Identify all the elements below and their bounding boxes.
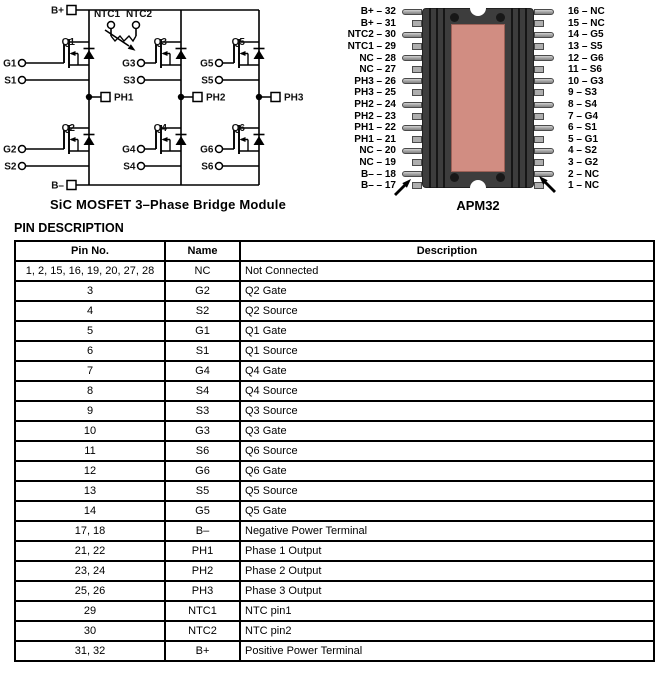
pin-lead [402, 32, 422, 38]
pin-label: PH1 – 21 [354, 133, 396, 145]
pin-label: B– – 17 [360, 180, 396, 192]
pin-no-cell: 23, 24 [15, 561, 165, 581]
pin-label: 2 – NC [568, 168, 600, 180]
pin-lead [402, 148, 422, 154]
label-q1: Q1 [61, 37, 75, 48]
label-g3: G3 [122, 58, 136, 70]
pin-lead-wrap [396, 20, 422, 27]
pin-lead [534, 102, 554, 108]
desc-cell: Positive Power Terminal [240, 641, 654, 661]
pin-lead-wrap [534, 9, 558, 15]
pin-no-cell: 31, 32 [15, 641, 165, 661]
pin-lead [534, 55, 554, 61]
label-s2: S2 [4, 161, 17, 173]
pin-label: 13 – S5 [568, 41, 603, 53]
label-ph1: PH1 [114, 92, 134, 104]
table-row [15, 261, 654, 281]
bridge-schematic [2, 0, 334, 196]
name-cell: S5 [165, 481, 240, 501]
name-cell: G5 [165, 501, 240, 521]
table-row [15, 381, 654, 401]
table-row [15, 501, 654, 521]
table-row [15, 361, 654, 381]
label-s4: S4 [123, 161, 136, 173]
pin-no-cell: 12 [15, 461, 165, 481]
pin-row [534, 29, 666, 41]
pin-label: NC – 28 [359, 52, 396, 64]
pin-label: NC – 19 [359, 157, 396, 169]
pin-no-cell: 25, 26 [15, 581, 165, 601]
pin-lead [534, 78, 554, 84]
pin-label: NC – 20 [359, 145, 396, 157]
name-cell: NTC2 [165, 621, 240, 641]
desc-cell: NTC pin2 [240, 621, 654, 641]
table-row [15, 401, 654, 421]
package-hole [450, 173, 459, 182]
name-cell: S2 [165, 301, 240, 321]
pin-no-cell: 7 [15, 361, 165, 381]
table-row [15, 641, 654, 661]
pin-label: 10 – G3 [568, 75, 604, 87]
desc-cell: Q4 Source [240, 381, 654, 401]
desc-cell: Q2 Gate [240, 281, 654, 301]
pin-row [534, 6, 666, 18]
pin-label: 9 – S3 [568, 87, 597, 99]
table-row [15, 621, 654, 641]
pin-lead-wrap [396, 43, 422, 50]
pin-row [534, 110, 666, 122]
desc-cell: Q5 Gate [240, 501, 654, 521]
pin-label: PH3 – 25 [354, 87, 396, 99]
package-notch-top [470, 0, 486, 16]
header-name: Name [165, 241, 240, 261]
pin-lead-wrap [534, 55, 558, 61]
table-row [15, 541, 654, 561]
pin-no-cell: 21, 22 [15, 541, 165, 561]
table-row [15, 281, 654, 301]
pin-row [534, 87, 666, 99]
label-q6: Q6 [231, 123, 245, 134]
pin-lead-wrap [396, 125, 422, 131]
phase-junction-dots [86, 94, 262, 100]
ntc-thermistor [105, 30, 136, 51]
pin-row [338, 18, 422, 30]
pin-label: 11 – S6 [568, 64, 602, 76]
pin-label: NTC2 – 30 [347, 29, 396, 41]
pin-no-cell: 5 [15, 321, 165, 341]
pin-lead-wrap [396, 113, 422, 120]
pin-lead [412, 20, 422, 27]
pin-label: PH3 – 26 [354, 75, 396, 87]
name-cell: NTC1 [165, 601, 240, 621]
pin-lead [412, 159, 422, 166]
bridge-schematic-figure [2, 0, 334, 214]
package-figure [338, 4, 666, 218]
circuit-caption: SiC MOSFET 3–Phase Bridge Module [49, 197, 287, 212]
pin-lead-wrap [396, 89, 422, 96]
package-hole [450, 13, 459, 22]
pin-label: PH2 – 23 [354, 110, 396, 122]
header-pin-no: Pin No. [15, 241, 165, 261]
table-header-row [15, 241, 654, 261]
circuit-terminals [19, 6, 281, 190]
pin-lead-wrap [534, 113, 558, 120]
pin-label: 4 – S2 [568, 145, 597, 157]
label-g6: G6 [200, 144, 214, 156]
label-s6: S6 [201, 161, 214, 173]
pin-no-cell: 30 [15, 621, 165, 641]
pin-lead [534, 159, 544, 166]
desc-cell: Q6 Gate [240, 461, 654, 481]
pin-lead-wrap [396, 55, 422, 61]
name-cell: PH3 [165, 581, 240, 601]
pin-label: 1 – NC [568, 180, 600, 192]
pin-lead-wrap [396, 9, 422, 15]
pin-row [338, 76, 422, 88]
desc-cell: Q2 Source [240, 301, 654, 321]
name-cell: B+ [165, 641, 240, 661]
pin-lead [534, 89, 544, 96]
pin-label: NC – 27 [359, 64, 396, 76]
pin-lead-wrap [534, 89, 558, 96]
pin-label: NTC1 – 29 [347, 41, 396, 53]
pin-lead-wrap [534, 102, 558, 108]
pin-row [338, 87, 422, 99]
pin-no-cell: 29 [15, 601, 165, 621]
pin-label: 14 – G5 [568, 29, 604, 41]
desc-cell: Q5 Source [240, 481, 654, 501]
name-cell: NC [165, 261, 240, 281]
label-q2: Q2 [61, 123, 75, 134]
pin-lead-wrap [396, 32, 422, 38]
name-cell: S6 [165, 441, 240, 461]
desc-cell: Q4 Gate [240, 361, 654, 381]
desc-cell: Negative Power Terminal [240, 521, 654, 541]
pin-lead-wrap [396, 66, 422, 73]
table-row [15, 481, 654, 501]
table-row [15, 561, 654, 581]
pin-row [534, 145, 666, 157]
name-cell: B– [165, 521, 240, 541]
pin-no-cell: 14 [15, 501, 165, 521]
label-q5: Q5 [231, 37, 245, 48]
pin1-indicator-arrow-left [392, 176, 414, 198]
pin-label: B+ – 31 [360, 17, 396, 29]
label-ntc1: NTC1 [93, 9, 121, 20]
pin-lead [412, 43, 422, 50]
pin-lead [402, 9, 422, 15]
desc-cell: Q1 Gate [240, 321, 654, 341]
pin-label: 6 – S1 [568, 122, 597, 134]
pin-row [338, 110, 422, 122]
header-description: Description [240, 241, 654, 261]
pin-row [534, 134, 666, 146]
pin-lead [412, 66, 422, 73]
label-q4: Q4 [153, 123, 167, 134]
pin-label: 16 – NC [568, 6, 605, 18]
package-notch-bottom [470, 180, 486, 196]
pin-lead [534, 148, 554, 154]
pin-label: 5 – G1 [568, 133, 599, 145]
label-s1: S1 [4, 75, 17, 87]
pin-lead [412, 136, 422, 143]
label-ph2: PH2 [206, 92, 226, 104]
pin-lead-wrap [534, 32, 558, 38]
name-cell: S3 [165, 401, 240, 421]
pin-label: 12 – G6 [568, 52, 604, 64]
pin-lead-wrap [396, 102, 422, 108]
pin-row [534, 157, 666, 169]
package-thermal-pad [451, 24, 505, 172]
pin-no-cell: 3 [15, 281, 165, 301]
label-b-minus: B– [51, 180, 64, 192]
package-hole [496, 173, 505, 182]
pin-row [534, 41, 666, 53]
label-g5: G5 [200, 58, 214, 70]
pin-lead-wrap [534, 66, 558, 73]
pin-lead-wrap [534, 159, 558, 166]
pin-lead [402, 125, 422, 131]
table-row [15, 341, 654, 361]
pin-row [338, 41, 422, 53]
label-g1: G1 [3, 58, 17, 70]
pin-lead [534, 32, 554, 38]
package-hole [496, 13, 505, 22]
pin-row [338, 29, 422, 41]
pin1-indicator-arrow-right [536, 173, 558, 195]
pin-label: 3 – G2 [568, 157, 599, 169]
pin-no-cell: 6 [15, 341, 165, 361]
pin-label: 7 – G4 [568, 110, 599, 122]
right-pin-column [534, 6, 666, 192]
desc-cell: Q6 Source [240, 441, 654, 461]
pin-label: B– – 18 [360, 168, 396, 180]
pin-no-cell: 13 [15, 481, 165, 501]
pin-label: PH2 – 24 [354, 99, 396, 111]
table-row [15, 321, 654, 341]
pin-lead-wrap [534, 125, 558, 131]
pin-lead [534, 113, 544, 120]
pin-lead-wrap [534, 20, 558, 27]
pin-label: B+ – 32 [360, 6, 396, 18]
table-row [15, 421, 654, 441]
pin-row [534, 99, 666, 111]
pin-lead-wrap [396, 148, 422, 154]
pin-row [534, 18, 666, 30]
name-cell: G3 [165, 421, 240, 441]
table-row [15, 461, 654, 481]
pin-row [338, 145, 422, 157]
pin-label: 8 – S4 [568, 99, 597, 111]
pin-row [338, 134, 422, 146]
pin-row [534, 52, 666, 64]
table-row [15, 441, 654, 461]
desc-cell: Not Connected [240, 261, 654, 281]
pin-description-table [14, 240, 655, 662]
desc-cell: Phase 1 Output [240, 541, 654, 561]
desc-cell: Q3 Source [240, 401, 654, 421]
pin-row [534, 64, 666, 76]
pin-no-cell: 17, 18 [15, 521, 165, 541]
pin-lead-wrap [534, 78, 558, 84]
name-cell: G4 [165, 361, 240, 381]
pin-lead [534, 20, 544, 27]
pin-no-cell: 4 [15, 301, 165, 321]
desc-cell: Q1 Source [240, 341, 654, 361]
pin-lead [534, 125, 554, 131]
pin-lead [402, 55, 422, 61]
pin-row [338, 99, 422, 111]
package-ridges-right [506, 8, 532, 188]
table-row [15, 521, 654, 541]
table-row [15, 301, 654, 321]
left-pin-column [338, 6, 422, 192]
pin-row [338, 6, 422, 18]
pin-row [534, 76, 666, 88]
label-ntc2: NTC2 [125, 9, 153, 20]
desc-cell: Phase 2 Output [240, 561, 654, 581]
label-ph3: PH3 [284, 92, 304, 104]
pin-row [338, 122, 422, 134]
pin-lead [412, 113, 422, 120]
table-row [15, 601, 654, 621]
pin-lead-wrap [534, 148, 558, 154]
pin-lead [534, 43, 544, 50]
desc-cell: Phase 3 Output [240, 581, 654, 601]
pin-lead-wrap [396, 159, 422, 166]
label-b-plus: B+ [50, 5, 64, 17]
label-s3: S3 [123, 75, 136, 87]
pin-lead [534, 136, 544, 143]
pin-lead-wrap [534, 136, 558, 143]
desc-cell: Q3 Gate [240, 421, 654, 441]
pin-lead [534, 66, 544, 73]
pin-lead [402, 78, 422, 84]
label-s5: S5 [201, 75, 214, 87]
pin-no-cell: 1, 2, 15, 16, 19, 20, 27, 28 [15, 261, 165, 281]
desc-cell: NTC pin1 [240, 601, 654, 621]
label-q3: Q3 [153, 37, 167, 48]
pin-lead-wrap [396, 136, 422, 143]
pin-row [534, 122, 666, 134]
pin-row [338, 64, 422, 76]
package-caption: APM32 [456, 198, 500, 213]
table-row [15, 581, 654, 601]
pin-lead [412, 89, 422, 96]
pin-label: PH1 – 22 [354, 122, 396, 134]
label-g2: G2 [3, 144, 17, 156]
pin-no-cell: 10 [15, 421, 165, 441]
pin-row [338, 157, 422, 169]
pin-lead [534, 9, 554, 15]
name-cell: PH1 [165, 541, 240, 561]
name-cell: S4 [165, 381, 240, 401]
label-g4: G4 [122, 144, 136, 156]
section-title: PIN DESCRIPTION [14, 221, 124, 235]
pin-no-cell: 11 [15, 441, 165, 461]
pin-label: 15 – NC [568, 17, 605, 29]
pin-lead-wrap [534, 43, 558, 50]
name-cell: G6 [165, 461, 240, 481]
package-ridges-left [424, 8, 450, 188]
name-cell: G1 [165, 321, 240, 341]
name-cell: S1 [165, 341, 240, 361]
pin-no-cell: 8 [15, 381, 165, 401]
pin-no-cell: 9 [15, 401, 165, 421]
pin-lead-wrap [396, 78, 422, 84]
name-cell: PH2 [165, 561, 240, 581]
pin-row [338, 52, 422, 64]
name-cell: G2 [165, 281, 240, 301]
pin-lead [402, 102, 422, 108]
